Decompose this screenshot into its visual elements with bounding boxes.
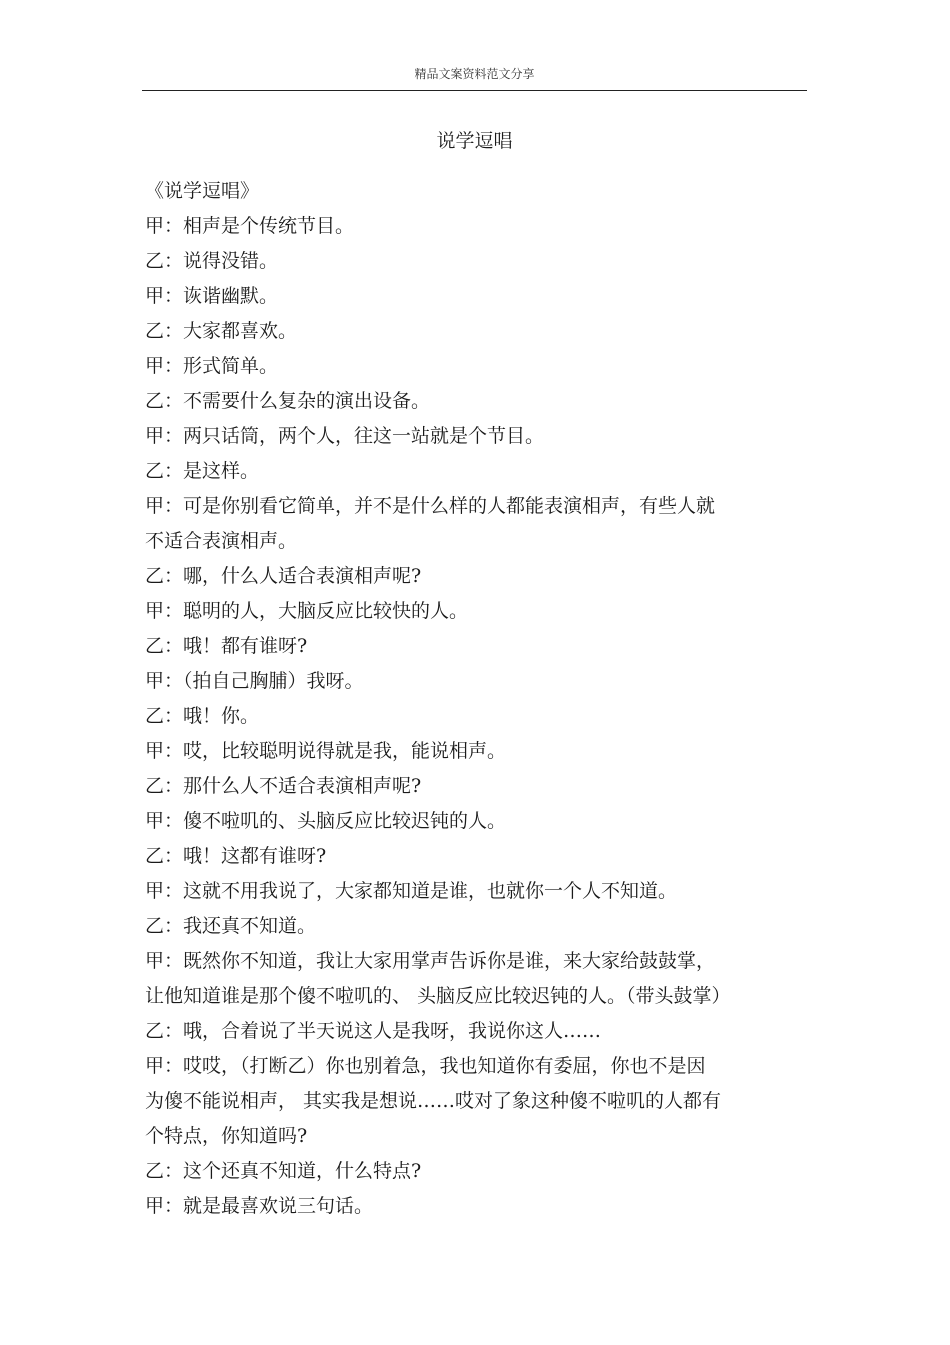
text-line: 甲：就是最喜欢说三句话。	[145, 1195, 374, 1217]
text-line: 甲：这就不用我说了，大家都知道是谁，也就你一个人不知道。	[145, 880, 678, 902]
text-line: 乙：我还真不知道。	[145, 915, 317, 937]
text-line: 乙：大家都喜欢。	[145, 320, 298, 342]
text-line: 甲：诙谐幽默。	[145, 285, 279, 307]
text-line: 乙：说得没错。	[145, 250, 279, 272]
text-line: 让他知道谁是那个傻不啦叽的、 头脑反应比较迟钝的人。（带头鼓掌）	[145, 985, 731, 1007]
text-line: 《说学逗唱》	[145, 180, 260, 202]
text-line: 甲：聪明的人，大脑反应比较快的人。	[145, 600, 469, 622]
text-line: 不适合表演相声。	[145, 530, 298, 552]
header-divider	[142, 90, 807, 91]
text-line: 为傻不能说相声， 其实我是想说……哎对了象这种傻不啦叽的人都有	[145, 1090, 722, 1112]
text-line: 乙：哦，合着说了半天说这人是我呀，我说你这人……	[145, 1020, 602, 1042]
text-line: 甲：哎哎，（打断乙）你也别着急，我也知道你有委屈，你也不是因	[145, 1055, 706, 1077]
text-line: 甲：哎，比较聪明说得就是我，能说相声。	[145, 740, 507, 762]
text-line: 甲：既然你不知道，我让大家用掌声告诉你是谁，来大家给鼓鼓掌，	[145, 950, 716, 972]
text-line: 乙：哦！你。	[145, 705, 260, 727]
text-line: 个特点，你知道吗?	[145, 1125, 308, 1147]
text-line: 甲：（拍自己胸脯）我呀。	[145, 670, 364, 692]
document-title: 说学逗唱	[436, 130, 513, 152]
text-line: 乙：不需要什么复杂的演出设备。	[145, 390, 431, 412]
text-line: 甲：相声是个传统节目。	[145, 215, 355, 237]
document-body	[145, 174, 795, 1224]
text-line: 乙：这个还真不知道，什么特点?	[145, 1160, 422, 1182]
text-line: 甲：形式简单。	[145, 355, 279, 377]
page-header: 精品文案资料范文分享	[414, 67, 535, 81]
text-line: 甲：傻不啦叽的、头脑反应比较迟钝的人。	[145, 810, 507, 832]
text-line: 甲：可是你别看它简单，并不是什么样的人都能表演相声，有些人就	[145, 495, 716, 517]
text-line: 乙：那什么人不适合表演相声呢?	[145, 775, 422, 797]
text-line: 甲：两只话筒，两个人，往这一站就是个节目。	[145, 425, 545, 447]
text-line: 乙：哦！都有谁呀?	[145, 635, 308, 657]
text-line: 乙：哦！这都有谁呀?	[145, 845, 327, 867]
text-line: 乙：哪，什么人适合表演相声呢?	[145, 565, 422, 587]
text-line: 乙：是这样。	[145, 460, 260, 482]
